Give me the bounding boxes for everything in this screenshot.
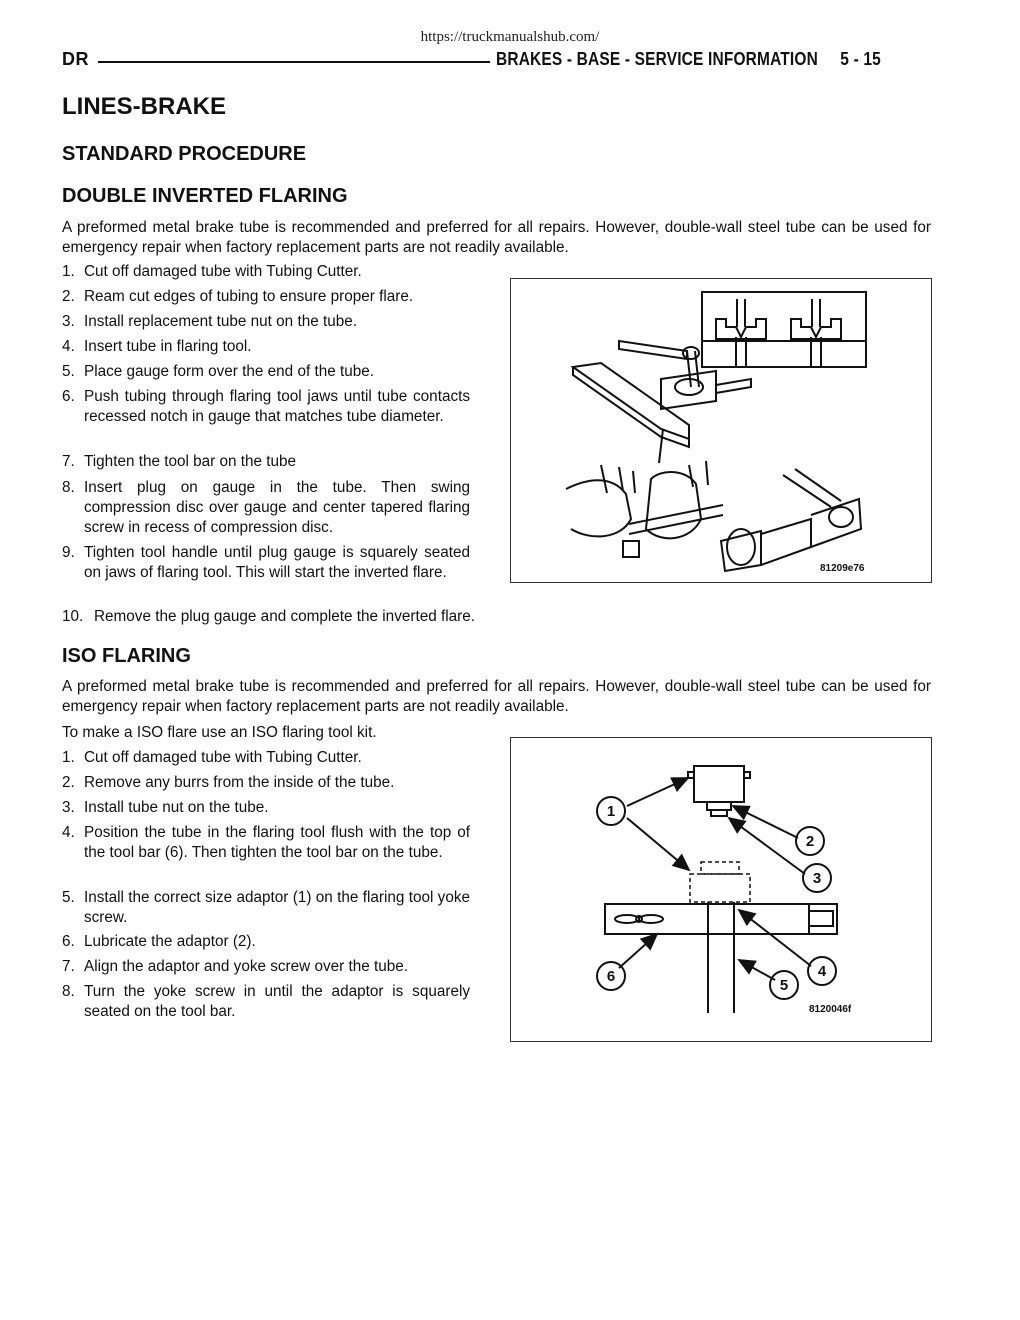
figure-id-label: 81209e76 — [820, 563, 865, 574]
callout-3: 3 — [812, 870, 822, 887]
callout-2: 2 — [805, 833, 815, 850]
figure-id-label: 8120046f — [809, 1004, 852, 1015]
callout-4: 4 — [817, 963, 827, 980]
callout-5: 5 — [779, 977, 789, 994]
iso-flaring-intro: A preformed metal brake tube is recommended and preferred for all repairs. However, double-wall steel tube can be used for emergency repair when factory replacement parts are not readily available. — [62, 678, 931, 715]
page-title: LINES-BRAKE — [62, 93, 227, 120]
header-section-title: BRAKES - BASE - SERVICE INFORMATION 5 - 15 — [496, 49, 881, 69]
header-section-code: DR — [62, 49, 89, 69]
flaring-tool-illustration — [511, 279, 931, 582]
callout-1: 1 — [606, 803, 616, 820]
header-rule — [98, 61, 490, 63]
double-flaring-intro: A preformed metal brake tube is recommended and preferred for all repairs. However, double-wall steel tube can be used for emergency repair when factory replacement parts are not readily available. — [62, 219, 931, 256]
iso-flaring-heading: ISO FLARING — [62, 645, 191, 667]
source-url[interactable]: https://truckmanualshub.com/ — [420, 29, 600, 45]
standard-procedure-heading: STANDARD PROCEDURE — [62, 143, 307, 165]
double-flaring-heading: DOUBLE INVERTED FLARING — [62, 185, 348, 207]
iso-tool-diagram — [511, 738, 931, 1041]
iso-lead-text: To make a ISO flare use an ISO flaring tool kit. — [62, 724, 377, 741]
double-flaring-figure — [510, 278, 932, 583]
callout-6: 6 — [606, 968, 616, 985]
iso-flaring-figure — [510, 737, 932, 1042]
